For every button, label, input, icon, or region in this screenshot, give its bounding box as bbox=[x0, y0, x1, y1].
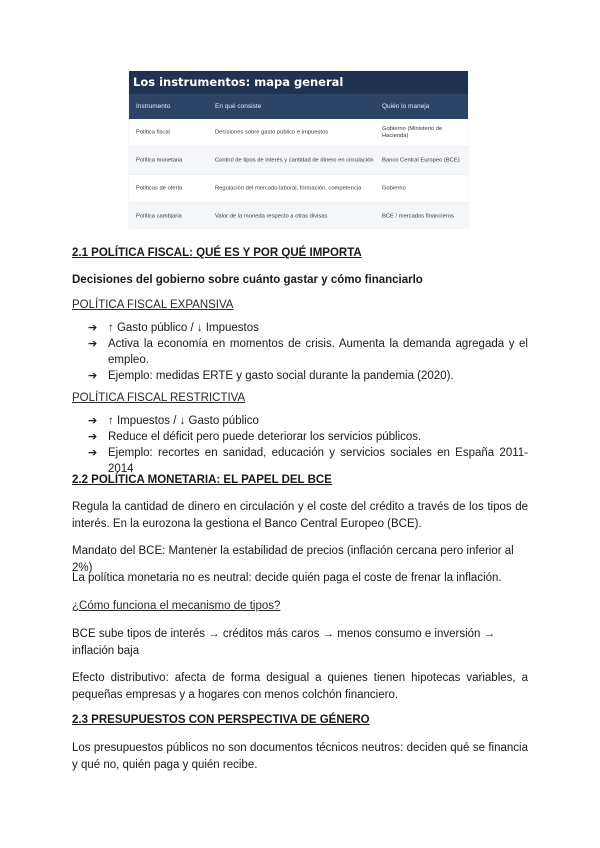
table-header-cell: Quién lo maneja bbox=[382, 102, 430, 110]
list-item: ➔ Ejemplo: medidas ERTE y gasto social durante la pandemia (2020). bbox=[88, 369, 454, 382]
table-cell: Política monetaria bbox=[136, 156, 183, 163]
paragraph: Los presupuestos públicos no son documentos técnicos neutros: deciden qué se financia y qué no, quién paga y quién recibe. bbox=[72, 742, 528, 771]
paragraph: Mandato del BCE: Mantener la estabilidad de precios (inflación cercana pero inferior al 2%) bbox=[72, 545, 514, 574]
paragraph: Regula la cantidad de dinero en circulación y el coste del crédito a través de los tipos de interés. En la eurozona la gestiona el Banco Central Europeo (BCE). bbox=[72, 501, 528, 530]
table-cell: Gobierno (Ministerio de Hacienda) bbox=[382, 125, 443, 139]
table-row bbox=[129, 147, 468, 175]
subsection-question: ¿Cómo funciona el mecanismo de tipos? bbox=[72, 600, 281, 612]
table-cell: Banco Central Europeo (BCE) bbox=[382, 156, 460, 163]
expansiva-label: POLÍTICA FISCAL EXPANSIVA bbox=[72, 299, 234, 311]
table-row bbox=[129, 119, 468, 147]
list-item: ➔ Ejemplo: recortes en sanidad, educación y servicios sociales en España 2011-2014 bbox=[88, 446, 528, 475]
arrow-icon: ➔ bbox=[88, 321, 98, 334]
table-cell: Valor de la moneda respecto a otras divisas bbox=[215, 212, 328, 219]
table-header-row bbox=[129, 94, 468, 119]
table-header-cell: Instrumento bbox=[136, 102, 171, 110]
instruments-table bbox=[129, 71, 468, 228]
table-cell: Control de tipos de interés y cantidad de dinero en circulación bbox=[215, 156, 374, 163]
list-item: ➔ Activa la economía en momentos de crisis. Aumenta la demanda agregada y el empleo. bbox=[88, 337, 528, 366]
table-cell: Políticas de oferta bbox=[136, 184, 183, 191]
paragraph: Efecto distributivo: afecta de forma desigual a quienes tienen hipotecas variables, a pequeñas empresas y a hogares con menos colchón financiero. bbox=[72, 672, 528, 701]
list-item: ➔ Reduce el déficit pero puede deteriorar los servicios públicos. bbox=[88, 430, 422, 443]
section-subheading: Decisiones del gobierno sobre cuánto gastar y cómo financiarlo bbox=[72, 274, 423, 286]
table-header-cell: En qué consiste bbox=[215, 102, 262, 110]
list-item: ➔ ↑ Gasto público / ↓ Impuestos bbox=[88, 321, 259, 334]
arrow-icon: ➔ bbox=[88, 446, 98, 459]
table-row bbox=[129, 203, 468, 228]
expansiva-list bbox=[88, 320, 528, 384]
table-cell: Decisiones sobre gasto público e impuestos bbox=[215, 128, 329, 135]
section-heading-2-2: 2.2 POLÍTICA MONETARIA: EL PAPEL DEL BCE bbox=[72, 474, 332, 486]
table-cell: Política fiscal bbox=[136, 128, 170, 135]
section-heading-2-1: 2.1 POLÍTICA FISCAL: QUÉ ES Y POR QUÉ IMPORTA bbox=[72, 247, 362, 259]
table-cell: Gobierno bbox=[382, 184, 406, 191]
table-title: Los instrumentos: mapa general bbox=[129, 71, 468, 94]
arrow-icon: ➔ bbox=[88, 430, 98, 443]
paragraph: BCE sube tipos de interés → créditos más caros → menos consumo e inversión → inflación baja bbox=[72, 628, 496, 657]
table-cell: BCE / mercados financieros bbox=[382, 212, 454, 219]
arrow-icon: ➔ bbox=[88, 414, 98, 427]
list-item: ➔ ↑ Impuestos / ↓ Gasto público bbox=[88, 414, 259, 427]
paragraph: La política monetaria no es neutral: decide quién paga el coste de frenar la inflación. bbox=[72, 572, 502, 584]
arrow-icon: ➔ bbox=[88, 337, 98, 350]
restrictiva-label: POLÍTICA FISCAL RESTRICTIVA bbox=[72, 392, 246, 404]
table-row bbox=[129, 175, 468, 203]
section-heading-2-3: 2.3 PRESUPUESTOS CON PERSPECTIVA DE GÉNERO bbox=[72, 714, 370, 726]
restrictiva-list bbox=[88, 413, 528, 477]
arrow-icon: ➔ bbox=[88, 369, 98, 382]
table-cell: Regulación del mercado laboral, formación, competencia bbox=[215, 184, 362, 191]
table-cell: Política cambiaria bbox=[136, 212, 182, 219]
